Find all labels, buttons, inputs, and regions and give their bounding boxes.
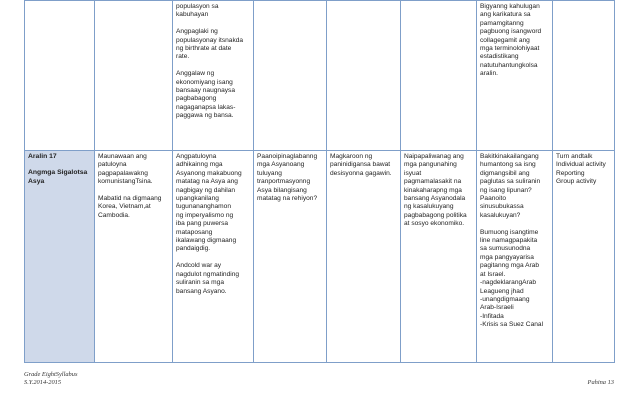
footer-course: Grade EightSyllabus: [24, 371, 78, 378]
text-line: suliranin sa mga: [176, 279, 225, 287]
text-line: -nagdeklarangArab: [480, 279, 537, 287]
text-line: [480, 220, 549, 228]
text-line: humantong sa isng: [480, 161, 536, 169]
table-cell: [401, 151, 477, 363]
text-line: ng imperyalismo ng: [176, 211, 234, 219]
text-line: kinakaharapng mga: [404, 186, 462, 194]
text-line: -Krisis sa Suez Canal: [480, 321, 544, 329]
text-line: ikalawang digmaang: [176, 237, 237, 245]
text-line: Leagueng jhad: [480, 287, 524, 295]
text-line: patuloyna: [98, 161, 127, 169]
text-line: bansang Asyano.: [176, 287, 227, 295]
lesson-number: Aralin 17: [28, 153, 57, 160]
text-line: komunistangTsina.: [98, 178, 153, 186]
table-cell: [327, 151, 401, 363]
text-line: pagbabagong: [176, 95, 217, 103]
text-line: tuluyang: [257, 169, 282, 177]
text-line: [176, 20, 250, 28]
text-line: -Infitada: [480, 312, 504, 320]
table-row: [25, 1, 615, 151]
text-line: populasyonay itsnakda: [176, 36, 244, 44]
text-line: sinusubukassa: [480, 203, 524, 211]
text-line: isyuat: [404, 169, 422, 177]
text-line: pagitanng mga Arab: [480, 262, 540, 270]
text-line: Magkaroon ng: [330, 153, 373, 160]
cell-text: [176, 3, 250, 121]
text-line: Anggalaw ng: [176, 70, 215, 78]
table-cell: [254, 1, 327, 151]
text-line: ng kasalukuyang: [404, 203, 454, 211]
page-number: Pahina 13: [587, 379, 614, 386]
text-line: Paanoipinaglabanng: [257, 153, 318, 160]
text-line: desisyonna gagawin.: [330, 169, 392, 177]
values-text: [330, 153, 397, 178]
text-line: paninidigansa bawat: [330, 161, 391, 169]
text-line: pagbabagong politika: [404, 211, 467, 219]
table-cell: [173, 151, 254, 363]
text-line: rate.: [176, 53, 190, 61]
text-line: line namagpapakita: [480, 237, 538, 245]
text-line: -unangdigmaang: [480, 295, 530, 303]
text-line: pagpapalawakng: [98, 169, 148, 177]
text-line: upangkanilang: [176, 195, 219, 203]
text-line: Asya bilangisang: [257, 186, 307, 194]
text-line: estadistikang: [480, 53, 519, 61]
text-line: adhikainng mga: [176, 161, 223, 169]
text-line: kabuhayan: [176, 11, 209, 19]
lesson-cell: [25, 151, 95, 363]
text-line: tranportmasyonng: [257, 178, 311, 186]
text-line: at Israel.: [480, 270, 506, 278]
footer-left: [24, 371, 77, 387]
text-line: Andcold war ay: [176, 262, 222, 270]
syllabus-table: [24, 0, 615, 363]
cell-text: [480, 3, 549, 79]
table-cell: [173, 1, 254, 151]
table-cell: [95, 151, 173, 363]
text-line: nagaganapsa lakas-: [176, 103, 236, 111]
text-line: paglutas sa suliranin: [480, 178, 541, 186]
text-line: sa sumusunodna: [480, 245, 531, 253]
text-line: Paanoito: [480, 195, 507, 203]
text-line: mataposang: [176, 228, 213, 236]
text-line: Mabatid na digmaang: [98, 195, 162, 203]
table-cell: [254, 151, 327, 363]
text-line: pagbuong isangword: [480, 28, 542, 36]
understanding-text: [176, 153, 250, 296]
assessment-text: [480, 153, 549, 330]
table-cell: [327, 1, 401, 151]
activities-text: [556, 153, 611, 187]
text-line: Reporting: [556, 169, 585, 177]
footer-school-year: S.Y.2014-2015: [24, 379, 62, 386]
text-line: Korea, Vietnam,at: [98, 203, 151, 211]
text-line: matatag na rehiyon?: [257, 195, 318, 203]
text-line: mga terminolohiyaat: [480, 45, 540, 53]
table-row: [25, 151, 615, 363]
text-line: collagegamit ang: [480, 36, 530, 44]
question-text: [257, 153, 323, 203]
text-line: Bumuong isangtime: [480, 228, 539, 236]
table-cell: [553, 151, 615, 363]
text-line: [98, 187, 169, 195]
text-line: Angpatuloyna: [176, 153, 217, 160]
objectives-text: [98, 153, 169, 220]
text-line: Bigyanng kahulugan: [480, 3, 540, 10]
table-cell: [477, 1, 553, 151]
text-line: nagbigay ng dahilan: [176, 186, 236, 194]
text-line: aralin.: [480, 70, 498, 78]
text-line: mga pangyayarisa: [480, 253, 534, 261]
table-cell: [477, 151, 553, 363]
text-line: Maunawaan ang: [98, 153, 147, 160]
text-line: at sosyo ekonomiko.: [404, 220, 465, 228]
text-line: pamamgitanng: [480, 19, 524, 27]
text-line: bansang Asyanodala: [404, 195, 466, 203]
text-line: bansaay naugnaysa: [176, 87, 236, 95]
text-line: Asyanong makabuong: [176, 169, 242, 177]
text-line: [176, 254, 250, 262]
text-line: Angpaglaki ng: [176, 28, 218, 36]
text-line: Arab-Israeli: [480, 304, 514, 312]
text-line: nagdulot ngmatinding: [176, 270, 240, 278]
text-line: mga Asyanoang: [257, 161, 305, 169]
text-line: mga pangunahing: [404, 161, 457, 169]
text-line: Turn andtalk: [556, 153, 593, 160]
table-cell: [25, 1, 95, 151]
text-line: populasyon sa: [176, 3, 219, 10]
text-line: Cambodia.: [98, 211, 130, 219]
text-line: Naipapaliwanag ang: [404, 153, 464, 160]
table-cell: [95, 1, 173, 151]
table-cell: [553, 1, 615, 151]
text-line: natutuhantungkolsa: [480, 61, 538, 69]
text-line: iba pang puwersa: [176, 220, 229, 228]
text-line: digmangsibil ang: [480, 169, 530, 177]
text-line: pagmamalasakit na: [404, 178, 462, 186]
lesson-title: Angmga Sigalotsa Asya: [28, 169, 88, 185]
text-line: ng birthrate at date: [176, 45, 232, 53]
text-line: tugunananghamon: [176, 203, 231, 211]
text-line: kasalukuyan?: [480, 211, 521, 219]
text-line: ang karikatura sa: [480, 11, 531, 19]
text-line: paggawa ng bansa.: [176, 112, 234, 120]
text-line: Bakitkinakailangang: [480, 153, 539, 160]
text-line: ng isang lipunan?: [480, 186, 532, 194]
table-cell: [401, 1, 477, 151]
text-line: Group activity: [556, 178, 597, 186]
text-line: pandaigdig.: [176, 245, 211, 253]
text-line: [176, 62, 250, 70]
text-line: Individual activity: [556, 161, 606, 169]
text-line: ekonomiyang isang: [176, 78, 233, 86]
competency-text: [404, 153, 473, 229]
text-line: matatag na Asya ang: [176, 178, 238, 186]
